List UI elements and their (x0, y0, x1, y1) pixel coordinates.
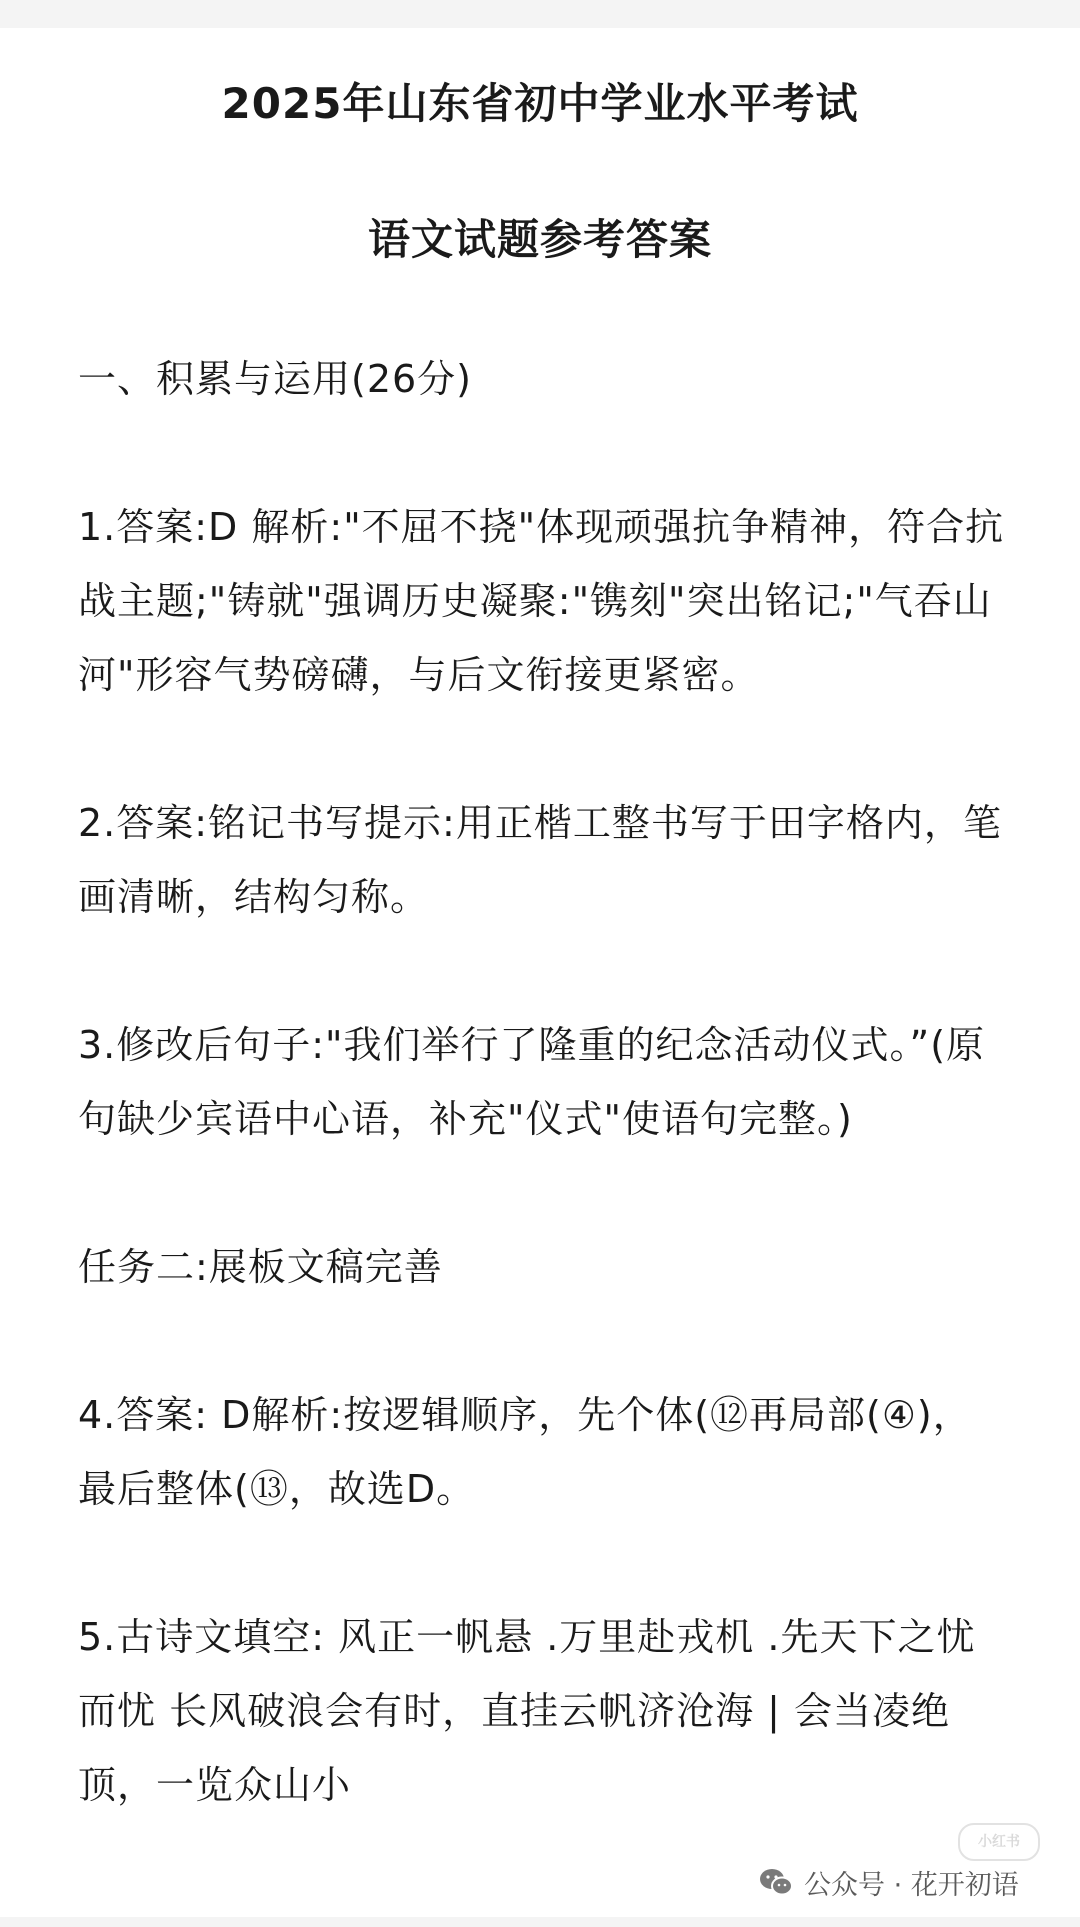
answer-paragraph-2: 2.答案:铭记书写提示:用正楷工整书写于田字格内，笔画清晰，结构匀称。 (78, 801, 1002, 919)
answer-paragraph-1: 1.答案:D 解析:"不屈不挠"体现顽强抗争精神，符合抗战主题;"铸就"强调历史凝聚:"镌刻"突出铭记;"气吞山河"形容气势磅礴，与后文衔接更紧密。 (78, 505, 1005, 697)
bottom-margin (0, 1917, 1080, 1927)
answer-paragraph-3: 3.修改后句子:"我们举行了隆重的纪念活动仪式。”(原句缺少宾语中心语，补充"仪式"使语句完整。) (78, 1023, 986, 1141)
exam-subtitle: 语文试题参考答案 (367, 215, 712, 264)
watermark-stamp: 小红书 (958, 1823, 1040, 1861)
answer-paragraph-5: 5.古诗文填空: 风正一帆悬 .万里赴戎机 .先天下之忧而忧 长风破浪会有时，直挂云帆济沧海 | 会当凌绝顶，一览众山小 (78, 1615, 976, 1807)
top-margin (0, 0, 1080, 28)
answer-content (78, 342, 1008, 1822)
answer-paragraph-4: 4.答案: D解析:按逻辑顺序，先个体(⑫再局部(④)，最后整体(⑬，故选D。 (78, 1393, 972, 1511)
task-heading: 任务二:展板文稿完善 (78, 1245, 443, 1289)
footer-text: 公众号 · 花开初语 (804, 1869, 1019, 1901)
section-heading: 一、积累与运用(26分) (78, 357, 473, 401)
exam-title: 2025年山东省初中学业水平考试 (221, 79, 859, 128)
wechat-icon (758, 1867, 794, 1897)
footer-source (758, 1862, 1019, 1902)
